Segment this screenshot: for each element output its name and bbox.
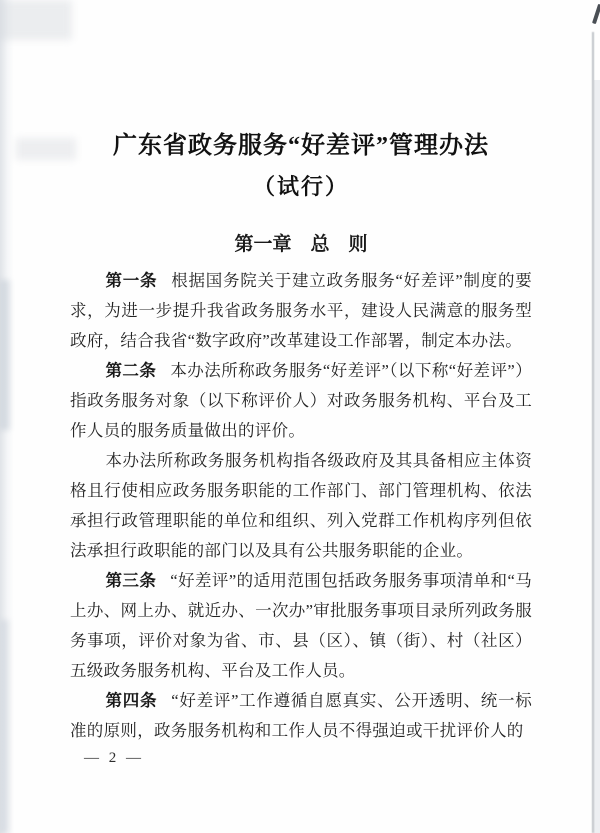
chapter-heading: 第一章 总 则	[234, 234, 368, 255]
paragraph-list	[70, 266, 532, 746]
scan-corner-fold-mark	[592, 4, 600, 24]
scan-edge-left-shadow	[0, 0, 14, 833]
paragraph	[70, 446, 532, 566]
paragraph	[70, 566, 532, 686]
article-number-label: 第一条	[105, 271, 158, 290]
article-number-label: 第四条	[105, 691, 158, 710]
document-title: 广东省政务服务“好差评”管理办法	[113, 133, 489, 159]
paragraph-text: “好差评”的适用范围包括政务服务事项清单和“马上办、网上办、就近办、一次办”审批服务事项目录所列政务服务事项，评价对象为省、市、县（区）、镇（街）、村（社区）五级政务服务机构、平台及工作人员。	[70, 571, 532, 680]
scan-edge-left-patch	[0, 620, 9, 833]
document-subtitle: （试行）	[252, 174, 349, 199]
scan-edge-right-line	[592, 32, 594, 833]
scan-smudge-top-left	[0, 0, 72, 40]
paragraph	[70, 686, 532, 746]
scan-smudge-title-left	[16, 138, 76, 160]
scan-edge-right-shadow	[594, 80, 600, 833]
paragraph-text: 本办法所称政务服务“好差评”（以下称“好差评”）指政务服务对象（以下称评价人）对政务服务机构、平台及工作人员的服务质量做出的评价。	[70, 361, 533, 440]
article-number-label: 第三条	[105, 571, 157, 590]
page-number: — 2 —	[84, 750, 144, 766]
scan-edge-left-patch	[0, 280, 10, 430]
paragraph-text: 根据国务院关于建立政务服务“好差评”制度的要求，为进一步提升我省政务服务水平，建设人民满意的服务型政府，结合我省“数字政府”改革建设工作部署，制定本办法。	[70, 271, 532, 350]
paragraph-text: “好差评”工作遵循自愿真实、公开透明、统一标准的原则，政务服务机构和工作人员不得强迫或干扰评价人的	[70, 691, 532, 740]
article-number-label: 第二条	[105, 361, 157, 380]
paragraph	[70, 266, 532, 356]
document-content	[70, 0, 532, 767]
paragraph-text: 本办法所称政务服务机构指各级政府及其具备相应主体资格且行使相应政务服务职能的工作部门、部门管理机构、依法承担行政管理职能的单位和组织、列入党群工作机构序列但依法承担行政职能的部门以及具有公共服务职能的企业。	[70, 451, 532, 560]
paragraph	[70, 356, 532, 446]
